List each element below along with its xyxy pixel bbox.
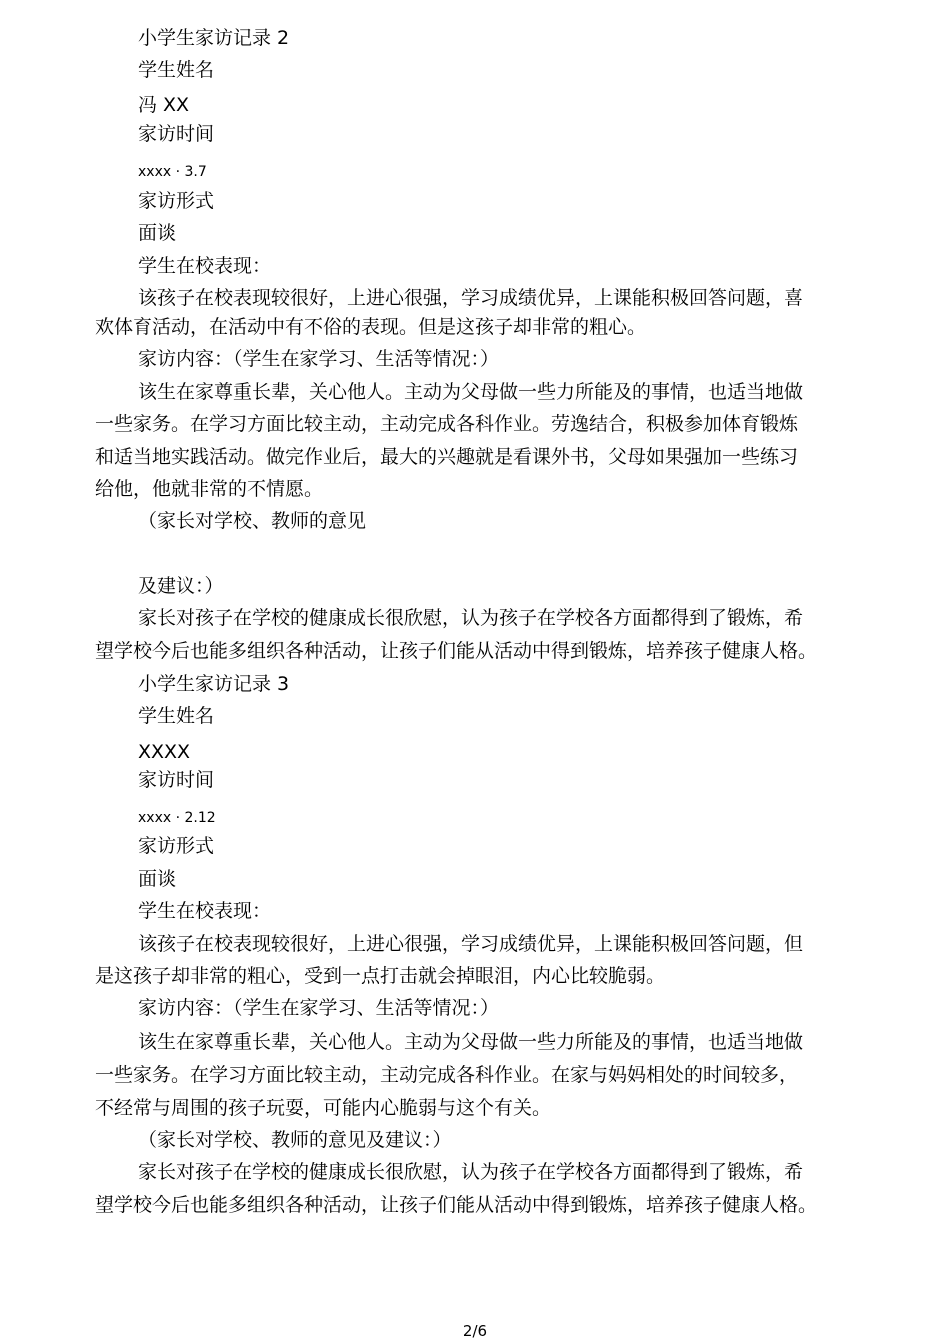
home-visit-line: 和适当地实践活动。做完作业后，最大的兴趣就是看课外书，父母如果强加一些练习 xyxy=(95,446,799,468)
parent-opinion-line: 望学校今后也能多组织各种活动，让孩子们能从活动中得到锻炼，培养孩子健康人格。 xyxy=(95,640,818,662)
record-title: 小学生家访记录 3 xyxy=(138,673,290,695)
home-visit-line: 一些家务。在学习方面比较主动，主动完成各科作业。劳逸结合，积极参加体育锻炼 xyxy=(95,413,799,435)
home-visit-line: 一些家务。在学习方面比较主动，主动完成各科作业。在家与妈妈相处的时间较多， xyxy=(95,1064,799,1086)
home-visit-line: 该生在家尊重长辈，关心他人。主动为父母做一些力所能及的事情，也适当地做 xyxy=(138,1031,804,1053)
school-performance-label: 学生在校表现： xyxy=(138,255,272,277)
student-name-value: XXXX xyxy=(138,741,191,763)
school-performance-line: 该孩子在校表现较很好，上进心很强，学习成绩优异，上课能积极回答问题，喜 xyxy=(138,287,804,309)
visit-form-value: 面谈 xyxy=(138,222,177,244)
parent-opinion-label: 及建议：） xyxy=(138,575,224,597)
school-performance-line: 该孩子在校表现较很好，上进心很强，学习成绩优异，上课能积极回答问题，但 xyxy=(138,933,804,955)
home-visit-line: 不经常与周围的孩子玩耍，可能内心脆弱与这个有关。 xyxy=(95,1097,552,1119)
visit-time-value: xxxx · 3.7 xyxy=(138,164,207,180)
school-performance-line: 是这孩子却非常的粗心，受到一点打击就会掉眼泪，内心比较脆弱。 xyxy=(95,965,666,987)
school-performance-line: 欢体育活动，在活动中有不俗的表现。但是这孩子却非常的粗心。 xyxy=(95,316,647,338)
visit-time-label: 家访时间 xyxy=(138,123,215,145)
visit-form-value: 面谈 xyxy=(138,868,177,890)
home-visit-label: 家访内容：（学生在家学习、生活等情况：） xyxy=(138,348,500,370)
page-number: 2/6 xyxy=(462,1322,488,1340)
student-name-label: 学生姓名 xyxy=(138,705,215,727)
parent-opinion-line: 家长对孩子在学校的健康成长很欣慰，认为孩子在学校各方面都得到了锻炼，希 xyxy=(138,1161,804,1183)
home-visit-label: 家访内容：（学生在家学习、生活等情况：） xyxy=(138,997,500,1019)
parent-opinion-line: 望学校今后也能多组织各种活动，让孩子们能从活动中得到锻炼，培养孩子健康人格。 xyxy=(95,1194,818,1216)
parent-opinion-label: （家长对学校、教师的意见及建议：） xyxy=(138,1129,452,1151)
visit-time-label: 家访时间 xyxy=(138,769,215,791)
visit-time-value: xxxx · 2.12 xyxy=(138,810,216,826)
visit-form-label: 家访形式 xyxy=(138,190,215,212)
parent-opinion-line: 家长对孩子在学校的健康成长很欣慰，认为孩子在学校各方面都得到了锻炼，希 xyxy=(138,607,804,629)
school-performance-label: 学生在校表现： xyxy=(138,900,272,922)
visit-form-label: 家访形式 xyxy=(138,835,215,857)
home-visit-line: 该生在家尊重长辈，关心他人。主动为父母做一些力所能及的事情，也适当地做 xyxy=(138,381,804,403)
parent-opinion-label: （家长对学校、教师的意见 xyxy=(138,510,367,532)
home-visit-line: 给他，他就非常的不情愿。 xyxy=(95,478,324,500)
student-name-label: 学生姓名 xyxy=(138,59,215,81)
student-name-value: 冯 XX xyxy=(138,94,190,116)
record-title: 小学生家访记录 2 xyxy=(138,27,290,49)
